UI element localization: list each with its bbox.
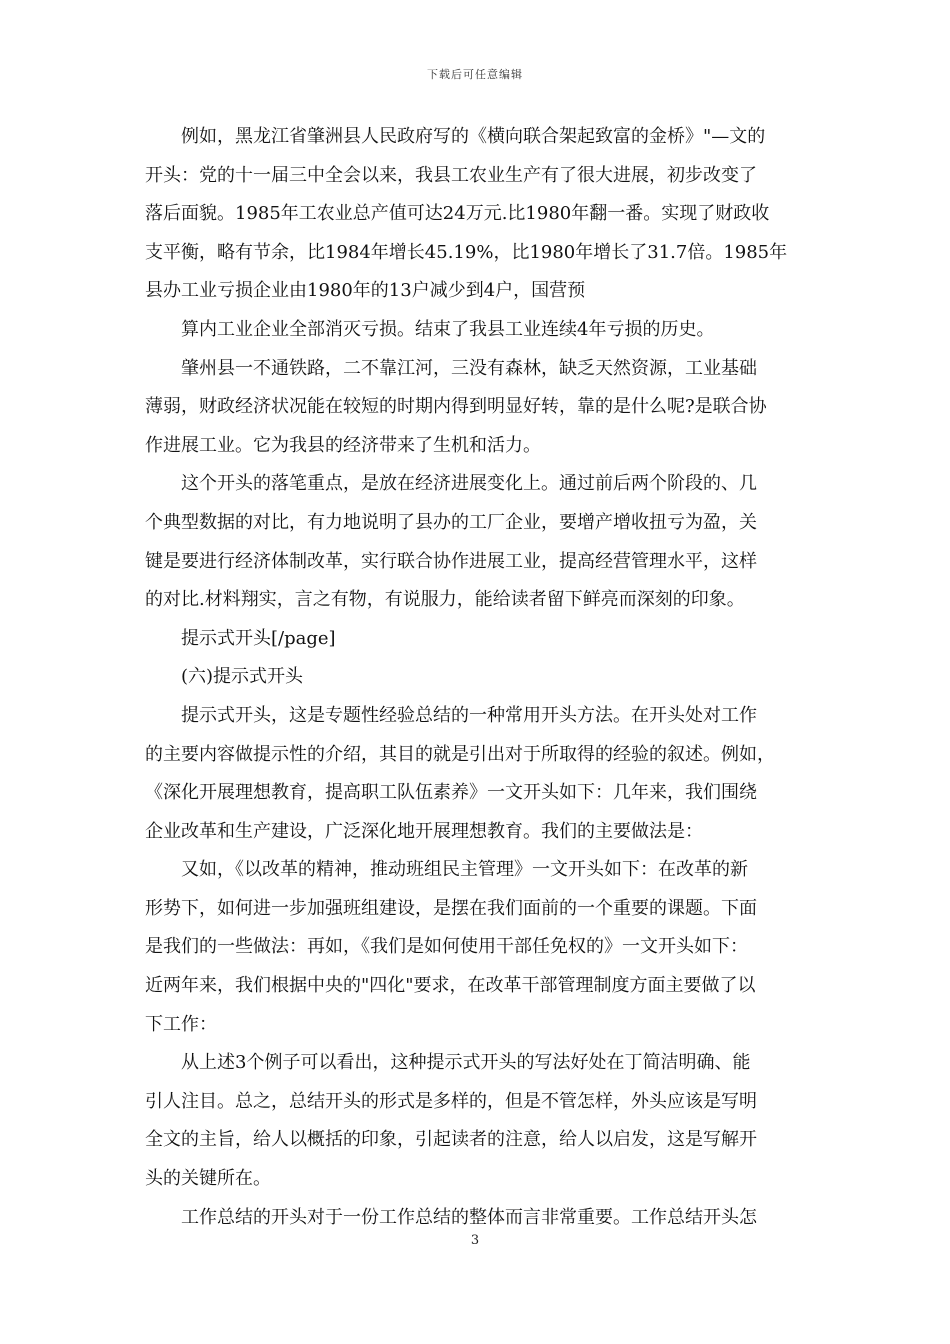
text-line: 个典型数据的对比，有力地说明了县办的工厂企业，要增产增收扭亏为盈，关 — [145, 511, 757, 533]
paragraph — [145, 851, 810, 1044]
text-line: 肇州县一不通铁路，二不靠江河，三没有森林，缺乏天然资源，工业基础 — [145, 357, 757, 379]
text-line: 提示式开头，这是专题性经验总结的一种常用开头方法。在开头处对工作 — [145, 704, 757, 726]
paragraph — [145, 350, 810, 466]
section-heading — [145, 620, 810, 659]
section-heading — [145, 658, 810, 697]
text-line: 支平衡，略有节余，比1984年增长45.19%，比1980年增长了31.7倍。1985年 — [145, 241, 788, 263]
text-line: 键是要进行经济体制改革，实行联合协作进展工业，提高经营管理水平，这样 — [145, 550, 757, 572]
paragraph — [145, 697, 810, 851]
text-line: 《深化开展理想教育，提高职工队伍素养》一文开头如下：几年来，我们围绕 — [145, 782, 757, 804]
text-line: 是我们的一些做法：再如，《我们是如何使用干部任免权的》一文开头如下： — [145, 936, 748, 958]
text-line: 头的关键所在。 — [145, 1168, 271, 1190]
page-header: 下载后可任意编辑 — [427, 68, 523, 81]
text-line: 全文的主旨，给人以概括的印象，引起读者的注意，给人以启发，这是写解开 — [145, 1129, 757, 1151]
page-number: 3 — [470, 1233, 480, 1248]
text-line: 工作总结的开头对于一份工作总结的整体而言非常重要。工作总结开头怎 — [145, 1206, 757, 1228]
paragraph — [145, 1044, 810, 1198]
text-line: 落后面貌。1985年工农业总产值可达24万元.比1980年翻一番。实现了财政收 — [145, 203, 770, 225]
text-line: 这个开头的落笔重点，是放在经济进展变化上。通过前后两个阶段的、几 — [145, 473, 757, 495]
document-body — [145, 118, 810, 1237]
text-line: 县办工业亏损企业由1980年的13户减少到4户，国营预 — [145, 280, 586, 302]
paragraph — [145, 311, 810, 350]
paragraph — [145, 118, 810, 311]
paragraph — [145, 465, 810, 619]
paragraph — [145, 1199, 810, 1238]
text-line: 近两年来，我们根据中央的"四化"要求，在改革干部管理制度方面主要做了以 — [145, 975, 756, 997]
text-line: (六)提示式开头 — [145, 666, 304, 688]
text-line: 又如，《以改革的精神，推动班组民主管理》一文开头如下：在改革的新 — [145, 859, 748, 881]
text-line: 形势下，如何进一步加强班组建设，是摆在我们面前的一个重要的课题。下面 — [145, 897, 757, 919]
text-line: 引人注目。总之，总结开头的形式是多样的，但是不管怎样，外头应该是写明 — [145, 1090, 757, 1112]
text-line: 作进展工业。它为我县的经济带来了生机和活力。 — [145, 434, 541, 456]
text-line: 算内工业企业全部消灭亏损。结束了我县工业连续4年亏损的历史。 — [145, 318, 715, 340]
text-line: 例如，黑龙江省肇洲县人民政府写的《横向联合架起致富的金桥》"—文的 — [145, 126, 766, 147]
text-line: 企业改革和生产建设，广泛深化地开展理想教育。我们的主要做法是： — [145, 820, 703, 842]
text-line: 从上述3个例子可以看出，这种提示式开头的写法好处在丁简洁明确、能 — [145, 1052, 751, 1074]
text-line: 的对比.材料翔实，言之有物，有说服力，能给读者留下鲜亮而深刻的印象。 — [145, 589, 745, 611]
text-line: 提示式开头[/page] — [145, 627, 336, 649]
text-line: 的主要内容做提示性的介绍，其目的就是引出对于所取得的经验的叙述。例如， — [145, 743, 775, 765]
text-line: 薄弱，财政经济状况能在较短的时期内得到明显好转，靠的是什么呢?是联合协 — [145, 396, 767, 418]
text-line: 下工作： — [145, 1013, 217, 1035]
text-line: 开头：党的十一届三中全会以来，我县工农业生产有了很大进展，初步改变了 — [145, 164, 757, 186]
